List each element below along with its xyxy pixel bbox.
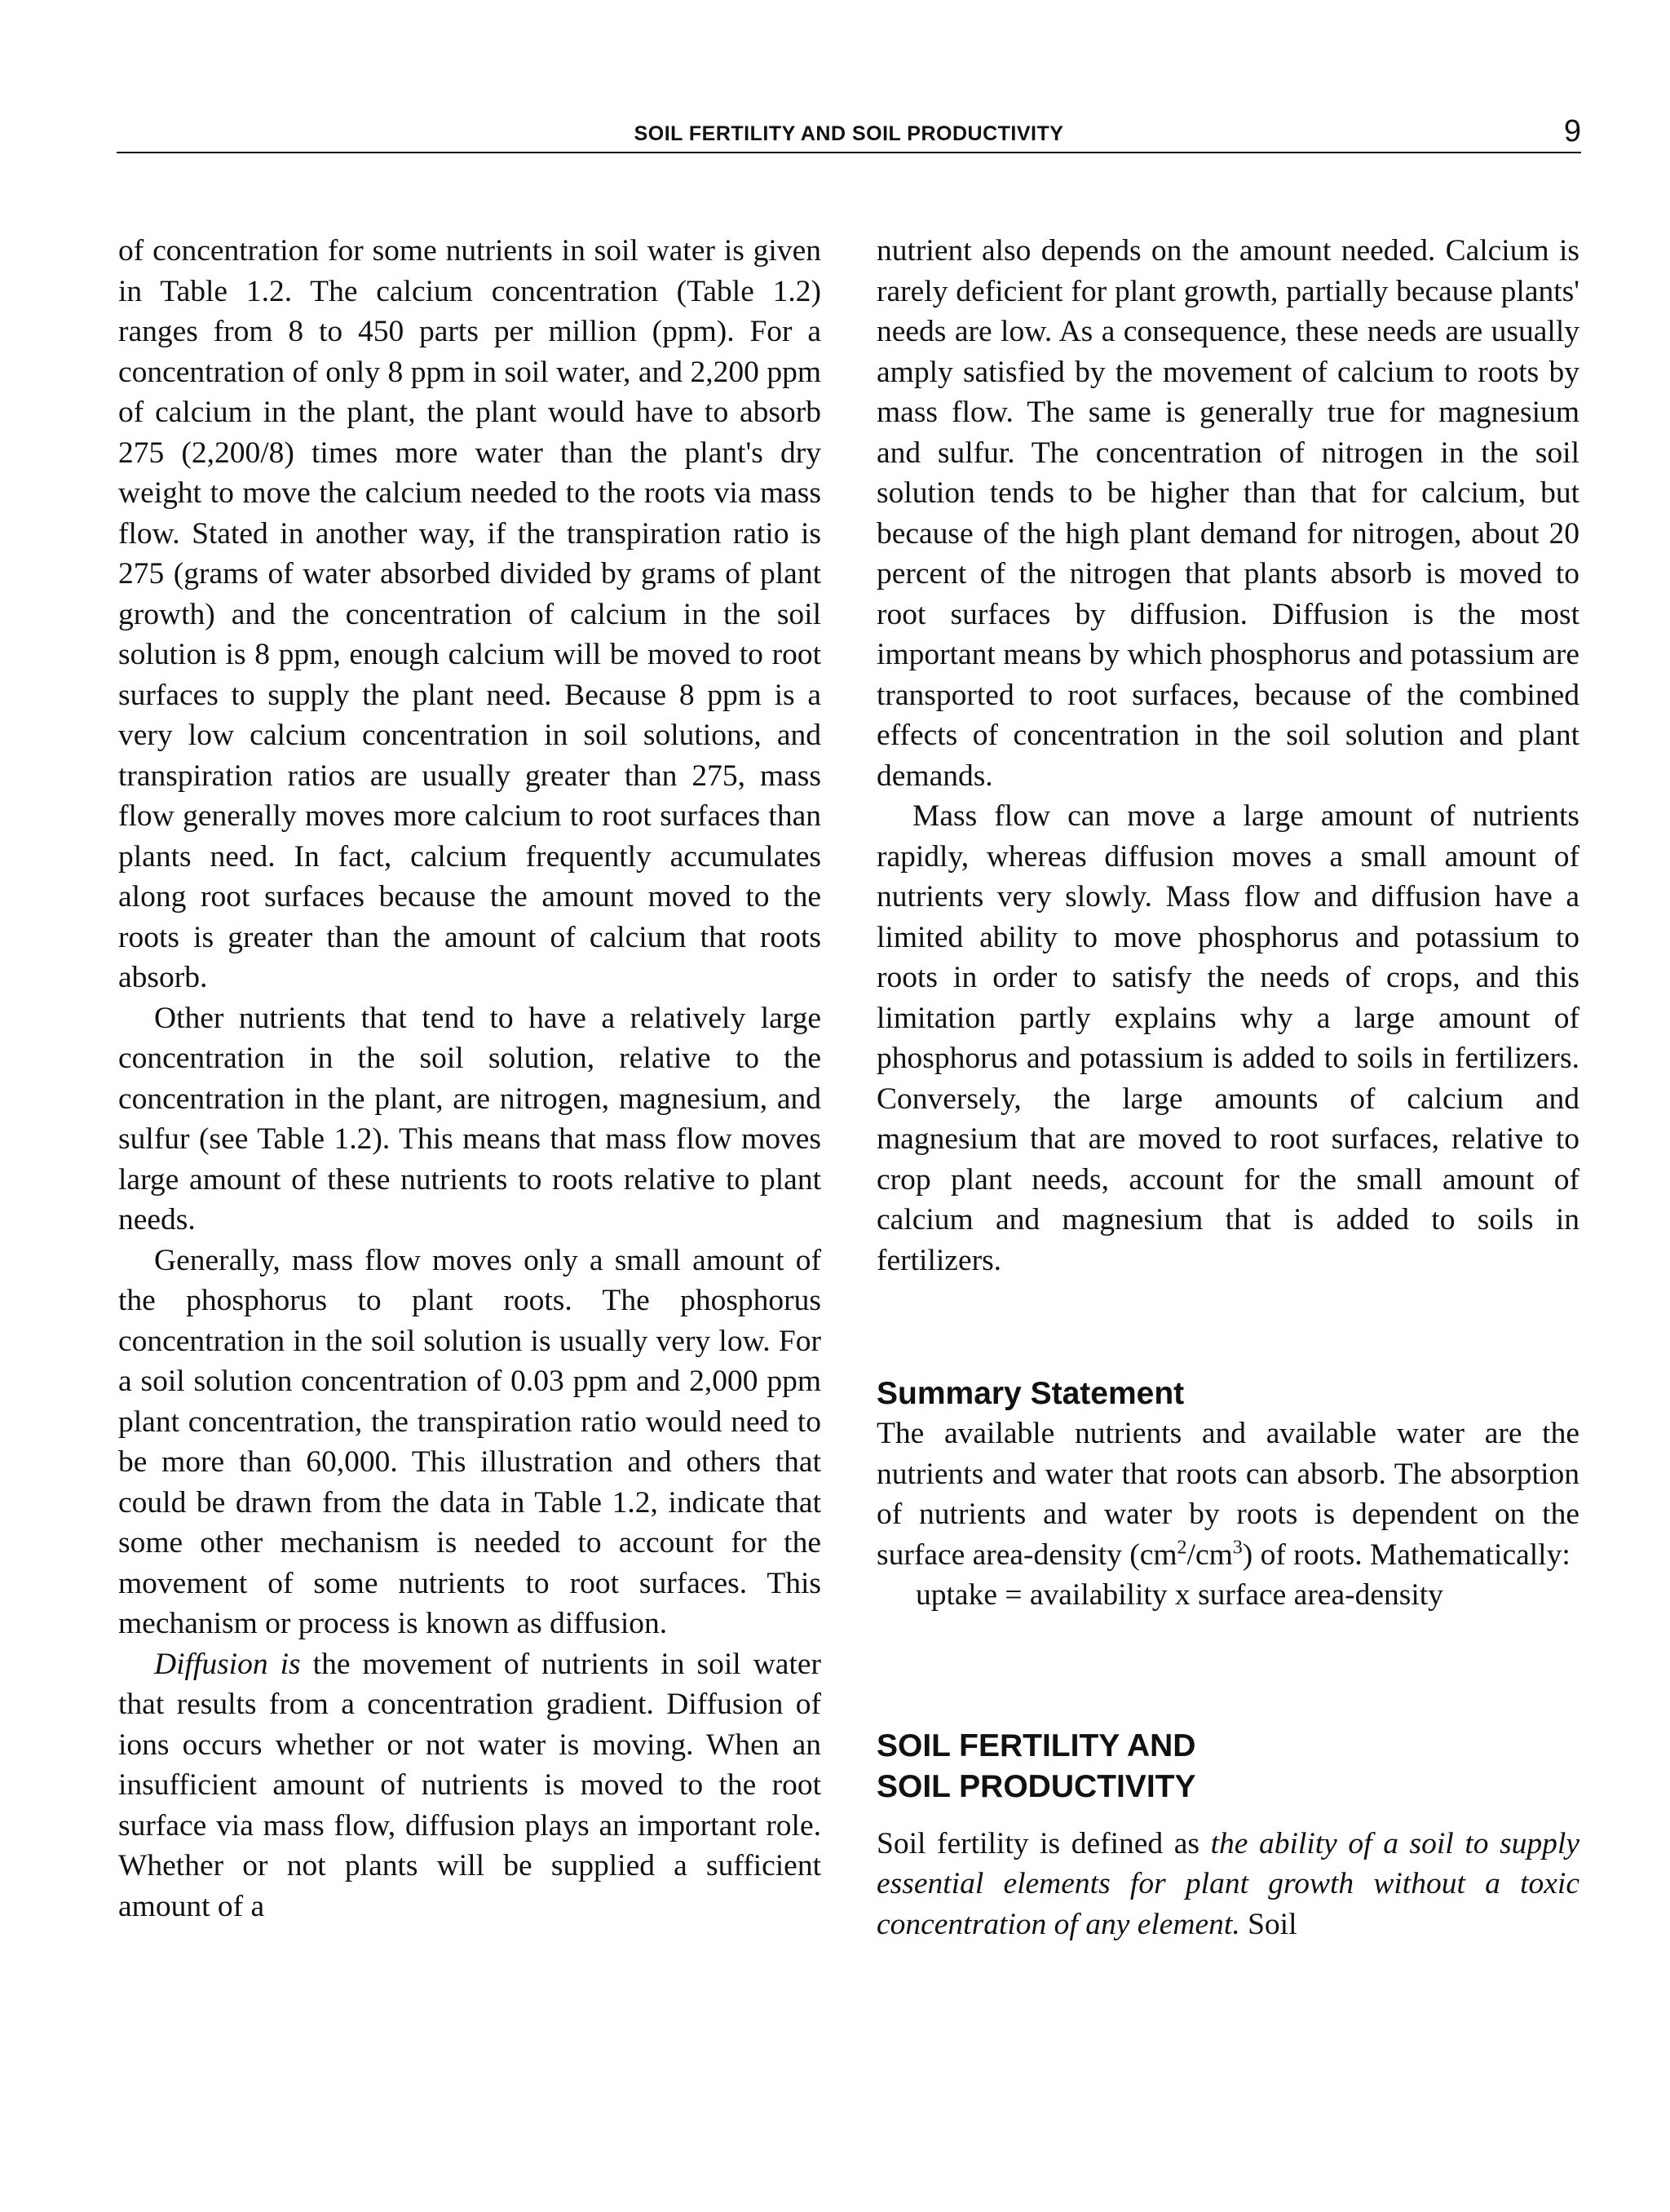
summary-text-mid: /cm [1186,1537,1233,1572]
paragraph-phosphorus: Generally, mass flow moves only a small amount of the phosphorus to plant roots. The phosphorus concentration in the soil solution is usually very low. For a soil solution concentration of 0.03 ppm and 2,000 ppm plant concentration, the transpiration ratio would need to be more than 60,000. This illustration and others that could be drawn from the data in Table 1.2, indicate that some other mechanism is needed to account for the movement of some nutrients to root surfaces. This mechanism or process is known as diffusion. [118,1243,821,1640]
definition-italic: the ability of a soil to supply essential elements for plant growth without a toxic concentration of any element. [877,1826,1579,1941]
right-column [877,231,1579,1944]
paragraph-soil-fertility-definition [877,1824,1579,1945]
running-header-title: SOIL FERTILITY AND SOIL PRODUCTIVITY [634,122,1064,145]
section-heading-line1: SOIL FERTILITY AND [877,1728,1196,1763]
section-heading [877,1726,1579,1807]
diffusion-term: Diffusion is [154,1647,301,1681]
paragraph-other-nutrients: Other nutrients that tend to have a relatively large concentration in the soil solution, relative to the concentration in the plant, are nitrogen, magnesium, and sulfur (see Table 1.2). This means that mass flow moves large amount of these nutrients to roots relative to plant needs. [118,1001,821,1237]
paragraph-calcium-mass-flow: of concentration for some nutrients in soil water is given in Table 1.2. The calcium concentration (Table 1.2) ranges from 8 to 450 parts per million (ppm). For a concentration of only 8 ppm in soil water, and 2,200 ppm of calcium in the plant, the plant would have to absorb 275 (2,200/8) times more water than the plant's dry weight to move the calcium needed to the roots via mass flow. Stated in another way, if the transpiration ratio is 275 (grams of water absorbed divided by grams of plant growth) and the concentration of calcium in the soil solution is 8 ppm, enough calcium will be moved to root surfaces to supply the plant need. Because 8 ppm is a very low calcium concentration in soil solutions, and transpiration ratios are usually greater than 275, mass flow generally moves more calcium to root surfaces than plants need. In fact, calcium frequently accumulates along root surfaces because the amount moved to the roots is greater than the amount of calcium that roots absorb. [118,234,821,994]
paragraph-mass-flow-vs-diffusion: Mass flow can move a large amount of nutrients rapidly, whereas diffusion moves a small amount of nutrients very slowly. Mass flow and diffusion have a limited ability to move phosphorus and potassium to roots in order to satisfy the needs of crops, and this limitation partly explains why a large amount of phosphorus and potassium is added to soils in fertilizers. Conversely, the large amounts of calcium and magnesium that are moved to root surfaces, relative to crop plant needs, account for the small amount of calcium and magnesium that is added to soils in fertilizers. [877,799,1579,1277]
definition-lead: Soil fertility is defined as [877,1826,1211,1860]
left-column [118,231,821,1927]
summary-text-before: The available nutrients and available water are the nutrients and water that roots can absorb. The absorption of nutrients and water by roots is dependent on the surface area-density (cm [877,1417,1579,1572]
page-number: 9 [1563,114,1581,148]
running-header [117,114,1581,153]
definition-tail: Soil [1239,1907,1297,1941]
paragraph-diffusion [118,1644,821,1927]
diffusion-text: the movement of nutrients in soil water that results from a concentration gradient. Diffusion of ions occurs whether or not water is moving. When an insufficient amount of nutrients is moved to the root surface via mass flow, diffusion plays an important role. Whether or not plants will be supplied a sufficient amount of a [118,1647,821,1923]
paragraph-nutrient-demand: nutrient also depends on the amount needed. Calcium is rarely deficient for plant growth, partially because plants' needs are low. As a consequence, these needs are usually amply satisfied by the movement of calcium to roots by mass flow. The same is generally true for magnesium and sulfur. The concentration of nitrogen in the soil solution tends to be higher than that for calcium, but because of the high plant demand for nitrogen, about 20 percent of the nitrogen that plants absorb is moved to root surfaces by diffusion. Diffusion is the most important means by which phosphorus and potassium are transported to root surfaces, because of the combined effects of concentration in the soil solution and plant demands. [877,234,1579,793]
summary-heading: Summary Statement [877,1376,1185,1411]
uptake-equation: uptake = availability x surface area-density [916,1578,1443,1612]
summary-text [877,1413,1579,1575]
summary-text-after: ) of roots. Mathematically: [1242,1537,1571,1572]
superscript-3: 3 [1232,1537,1243,1558]
superscript-2: 2 [1177,1537,1187,1558]
section-heading-line2: SOIL PRODUCTIVITY [877,1768,1196,1804]
